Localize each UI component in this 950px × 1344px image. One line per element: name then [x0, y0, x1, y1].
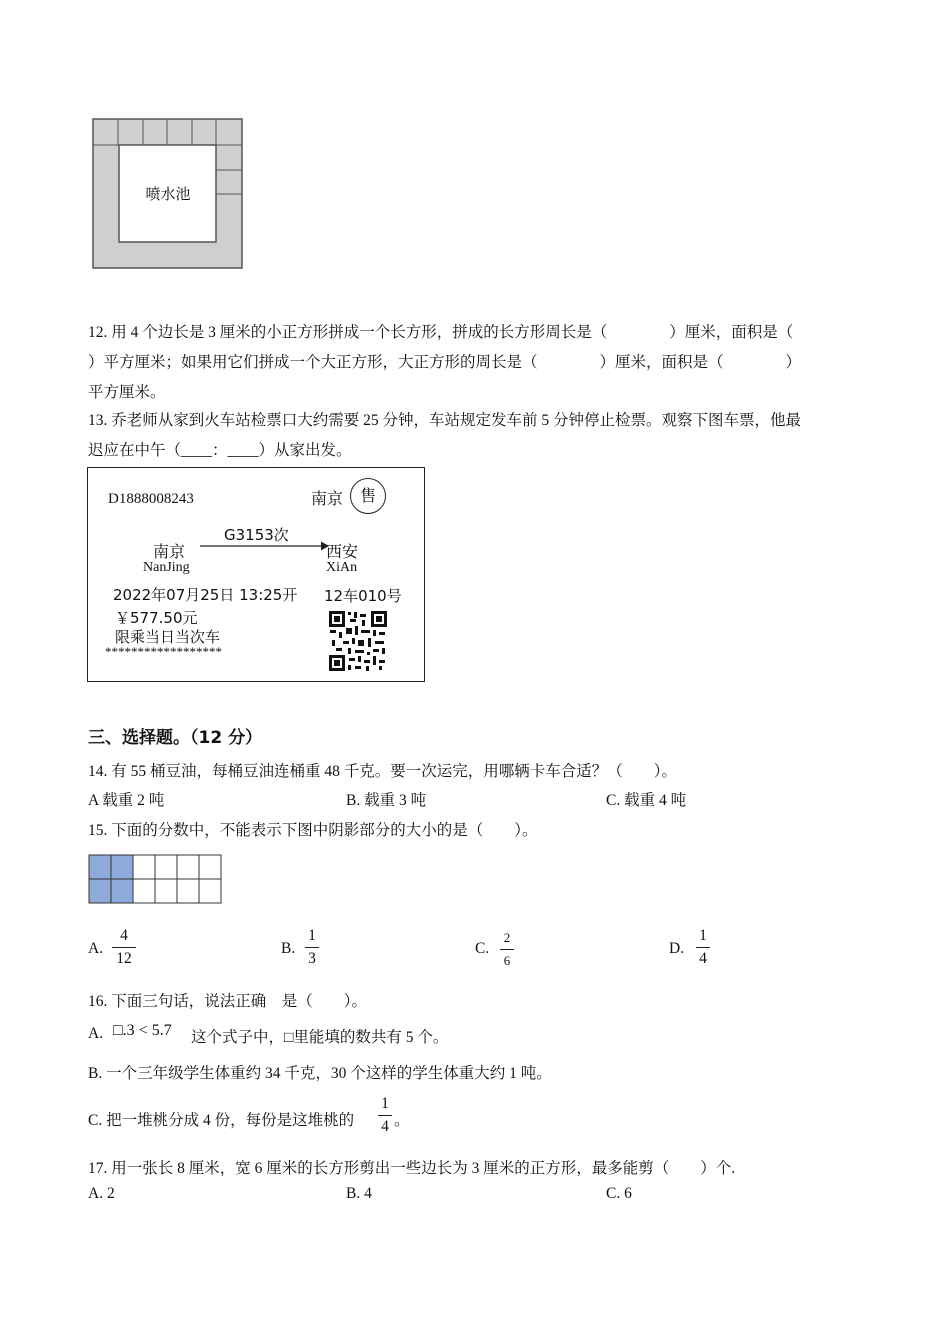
q15-option-d-label: D.: [669, 940, 685, 957]
grid-cell: [155, 855, 177, 879]
q15-option-c-label: C.: [475, 940, 490, 957]
fraction-numerator: 1: [308, 927, 316, 944]
q17-option-b: B. 4: [346, 1185, 372, 1202]
q12-line1: 12. 用 4 个边长是 3 厘米的小正方形拼成一个长方形，拼成的长方形周长是（ ）厘米，面积是（: [88, 324, 794, 341]
ticket-from: 南京: [153, 542, 186, 561]
q17-option-c: C. 6: [606, 1185, 632, 1202]
section-title: 三、选择题。（12 分）: [88, 728, 263, 748]
q16-option-a-text: 这个式子中，□里能填的数共有 5 个。: [191, 1029, 449, 1046]
q16-option-c-end: 。: [394, 1112, 410, 1129]
grid-cell-shaded: [89, 855, 111, 879]
q12-line2: ）平方厘米；如果用它们拼成一个大正方形，大正方形的周长是（ ）厘米，面积是（ ）: [88, 354, 802, 371]
q17-question: 17. 用一张长 8 厘米，宽 6 厘米的长方形剪出一些边长为 3 厘米的正方形，最多能剪（ ）个.: [88, 1160, 736, 1177]
fraction-denominator: 4: [381, 1118, 389, 1135]
ticket-note: 限乘当日当次车: [115, 628, 221, 646]
grid-cell: [133, 879, 155, 903]
ticket-seat: 12车010号: [324, 587, 402, 605]
fountain-label: 喷水池: [145, 185, 191, 203]
grid-cell: [177, 855, 199, 879]
ticket-station: 南京: [311, 489, 344, 508]
train-ticket: [87, 467, 425, 682]
q15-option-b-label: B.: [281, 940, 296, 957]
q16-option-a-expression: □.3 < 5.7: [113, 1022, 172, 1039]
q12-line3: 平方厘米。: [88, 384, 166, 401]
ticket-from-pinyin: NanJing: [143, 560, 190, 575]
q15-option-b-fraction: [305, 926, 319, 969]
grid-cell: [133, 855, 155, 879]
q16-option-c-text: C. 把一堆桃分成 4 份，每份是这堆桃的: [88, 1112, 355, 1129]
fraction-numerator: 1: [381, 1095, 389, 1112]
grid-cell: [199, 879, 221, 903]
ticket-to-pinyin: XiAn: [326, 560, 358, 575]
ticket-qr-code: [328, 610, 388, 672]
fountain-figure: [92, 118, 244, 270]
grid-cell: [177, 879, 199, 903]
q13-line2: 迟应在中午（____：____）从家出发。: [88, 442, 352, 459]
grid-cell-shaded: [111, 855, 133, 879]
q14-option-b: B. 载重 3 吨: [346, 792, 427, 809]
q13-line1: 13. 乔老师从家到火车站检票口大约需要 25 分钟，车站规定发车前 5 分钟停止检票。观察下图车票，他最: [88, 412, 802, 429]
ticket-code: D1888008243: [108, 491, 194, 507]
q15-question: 15. 下面的分数中，不能表示下图中阴影部分的大小的是（ ）。: [88, 822, 538, 839]
ticket-train-number: G3153次: [224, 526, 289, 544]
q16-option-c-fraction: [378, 1094, 392, 1137]
q15-option-a-label: A.: [88, 940, 104, 957]
q17-option-a: A. 2: [88, 1185, 115, 1202]
ticket-to: 西安: [326, 542, 359, 561]
grid-cell: [155, 879, 177, 903]
fraction-numerator: 2: [503, 930, 511, 945]
fraction-denominator: 6: [503, 953, 511, 968]
fraction-numerator: 4: [120, 927, 128, 944]
q15-option-d-fraction: [696, 926, 710, 969]
q14-option-c: C. 载重 4 吨: [606, 792, 687, 809]
fraction-denominator: 12: [116, 950, 132, 967]
q15-option-a-fraction: [112, 926, 136, 969]
ticket-price: ￥577.50元: [115, 609, 198, 627]
ticket-direction-arrow-icon: [200, 540, 330, 552]
grid-cell: [199, 855, 221, 879]
ticket-datetime: 2022年07月25日 13:25开: [113, 586, 298, 604]
q15-fraction-grid: [88, 854, 222, 904]
q16-question: 16. 下面三句话，说法正确 是（ ）。: [88, 993, 368, 1010]
ticket-sale-stamp: 售: [350, 478, 386, 514]
ticket-stars: ******************: [105, 644, 222, 659]
q16-option-a-label: A.: [88, 1025, 104, 1042]
grid-cell-shaded: [111, 879, 133, 903]
grid-cell-shaded: [89, 879, 111, 903]
q15-option-c-fraction: [500, 928, 514, 971]
q16-option-b: B. 一个三年级学生体重约 34 千克，30 个这样的学生体重大约 1 吨。: [88, 1065, 552, 1082]
fraction-numerator: 1: [699, 927, 707, 944]
q14-option-a: A 载重 2 吨: [88, 792, 165, 809]
fraction-denominator: 3: [308, 950, 316, 967]
fraction-denominator: 4: [699, 950, 707, 967]
q14-question: 14. 有 55 桶豆油，每桶豆油连桶重 48 千克。要一次运完，用哪辆卡车合适？（ ）。: [88, 763, 678, 780]
